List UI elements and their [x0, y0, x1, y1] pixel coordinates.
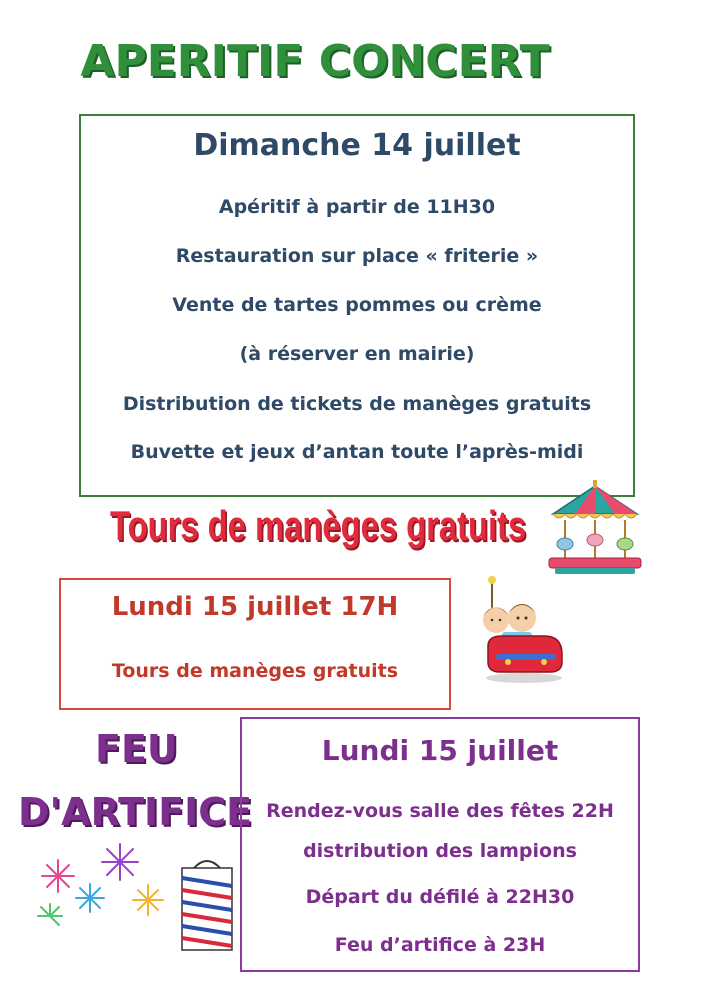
fireworks-line-defile: Départ du défilé à 22H30: [305, 886, 575, 908]
monday-rides-line: Tours de manèges gratuits: [111, 660, 399, 682]
carousel-illustration: [545, 480, 645, 580]
fireworks-line-lampions: distribution des lampions: [303, 840, 577, 862]
paper-lantern-illustration: [176, 852, 238, 956]
fireworks-illustration: [28, 840, 178, 940]
monday-rides-heading: Lundi 15 juillet 17H: [111, 592, 399, 622]
poster-title: APERITIF CONCERT: [80, 36, 550, 87]
sunday-line-buvette: Buvette et jeux d’antan toute l’après-midi: [130, 441, 584, 463]
monday-fireworks-heading: Lundi 15 juillet: [321, 734, 559, 767]
sunday-line-aperitif: Apéritif à partir de 11H30: [218, 196, 496, 218]
fireworks-title-line1: FEU: [95, 727, 178, 771]
sunday-line-reserver: (à réserver en mairie): [239, 343, 475, 365]
fireworks-line-rendezvous: Rendez-vous salle des fêtes 22H: [266, 800, 614, 822]
sunday-heading: Dimanche 14 juillet: [193, 128, 521, 163]
fireworks-title-line2: D'ARTIFICE: [18, 790, 253, 834]
sunday-line-tickets: Distribution de tickets de manèges gratuits: [122, 393, 592, 415]
fireworks-line-feu: Feu d’artifice à 23H: [334, 934, 546, 956]
sunday-line-restauration: Restauration sur place « friterie »: [175, 245, 539, 267]
rides-banner: Tours de manèges gratuits: [110, 502, 527, 549]
sunday-line-tartes: Vente de tartes pommes ou crème: [172, 294, 542, 316]
bumper-car-kids-illustration: [474, 574, 570, 686]
